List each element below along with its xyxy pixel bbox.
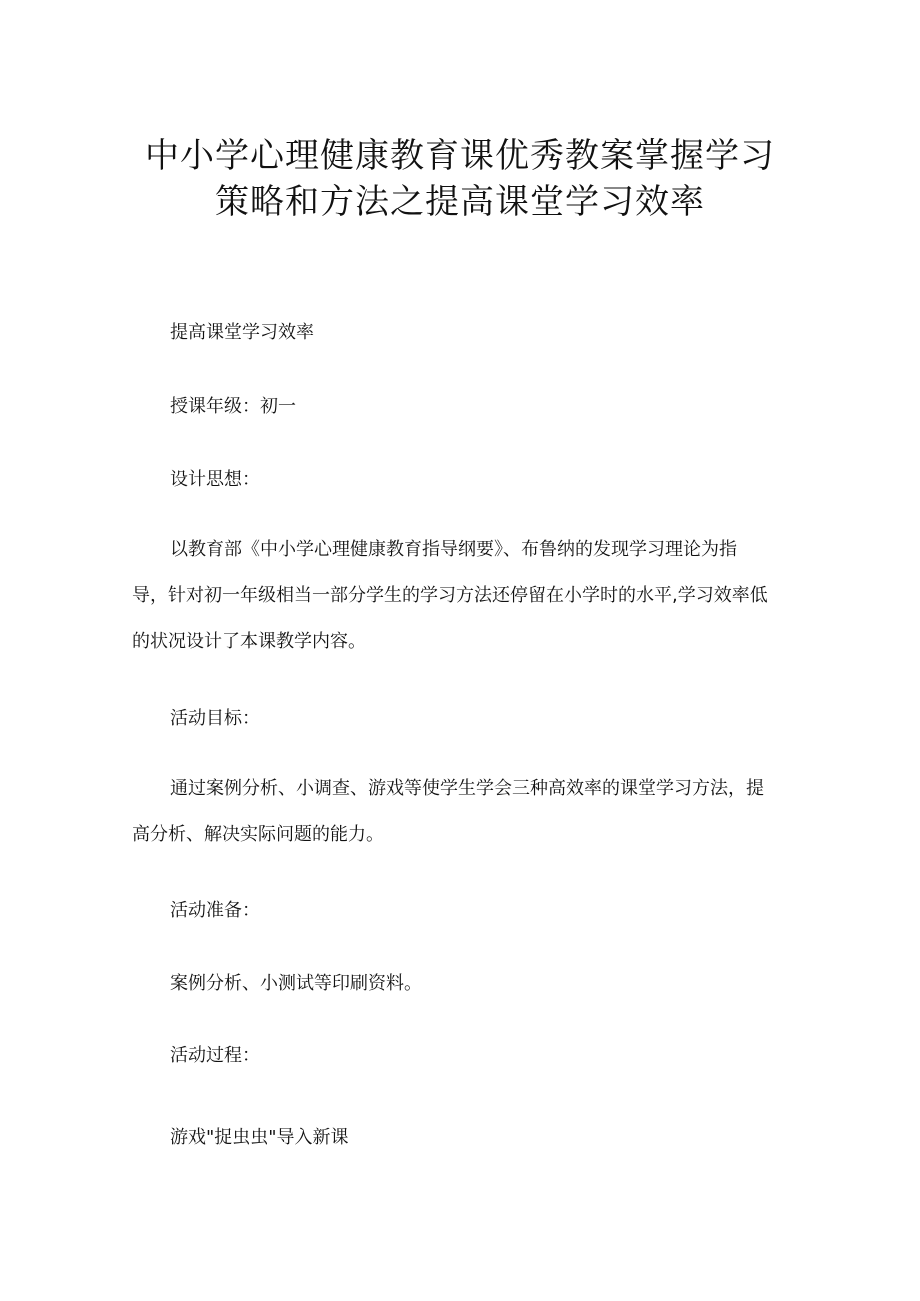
goal-paragraph xyxy=(132,766,792,858)
process-item: 游戏"捉虫虫"导入新课 xyxy=(170,1127,349,1148)
design-line-3: 的状况设计了本课教学内容。 xyxy=(132,631,366,652)
design-paragraph xyxy=(132,527,792,665)
grade-line: 授课年级：初一 xyxy=(170,396,296,417)
title-line-1: 中小学心理健康教育课优秀教案掌握学习 xyxy=(145,136,775,176)
lesson-title: 提高课堂学习效率 xyxy=(170,322,314,343)
design-line-1: 以教育部《中小学心理健康教育指导纲要》、布鲁纳的发现学习理论为指 xyxy=(170,539,737,560)
prep-heading: 活动准备： xyxy=(170,900,260,921)
document-title xyxy=(0,133,920,225)
prep-text: 案例分析、小测试等印刷资料。 xyxy=(170,973,422,994)
process-heading: 活动过程： xyxy=(170,1045,260,1066)
goal-line-2: 高分析、解决实际问题的能力。 xyxy=(132,824,384,845)
design-line-2: 导，针对初一年级相当一部分学生的学习方法还停留在小学时的水平,学习效率低 xyxy=(132,585,768,606)
goal-line-1: 通过案例分析、小调查、游戏等使学生学会三种高效率的课堂学习方法，提 xyxy=(170,778,764,799)
goal-heading: 活动目标： xyxy=(170,708,260,729)
title-line-2: 策略和方法之提高课堂学习效率 xyxy=(215,182,705,222)
design-heading: 设计思想： xyxy=(170,469,260,490)
